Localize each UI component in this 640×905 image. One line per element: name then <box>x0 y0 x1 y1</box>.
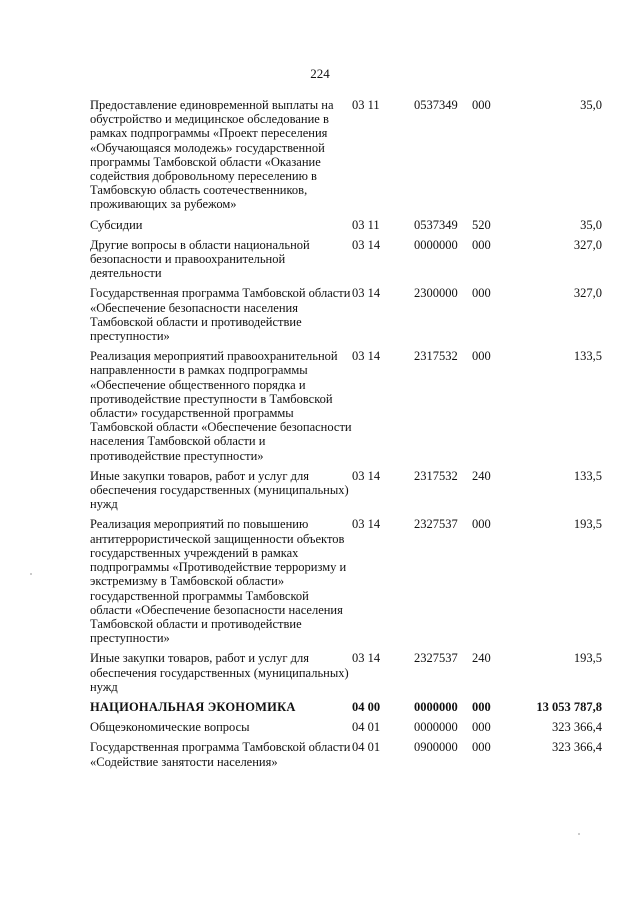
row-type: 240 <box>472 651 491 666</box>
row-type: 000 <box>472 720 491 735</box>
row-name: Реализация мероприятий по повышению антитеррористической защищенности объектов государственных учреждений в рамках подпрограммы «Противодействие терроризму и экстремизму в Тамбовской области» государственной программы Тамбовской области «Обеспечение безопасности населения Тамбовской области и противодействие преступности» <box>90 517 347 646</box>
row-code: 2300000 <box>414 286 458 301</box>
row-code: 2317532 <box>414 468 458 483</box>
row-code: 0000000 <box>414 720 458 735</box>
table-row <box>90 651 602 700</box>
table-row <box>90 469 602 518</box>
row-code: 0537349 <box>414 98 458 112</box>
scan-speck <box>30 573 32 575</box>
row-amount: 323 366,4 <box>552 740 602 755</box>
row-code: 0900000 <box>414 740 458 755</box>
row-amount: 193,5 <box>573 517 602 532</box>
table-row <box>90 720 602 740</box>
row-name: Государственная программа Тамбовской области «Обеспечение безопасности населения Тамбовской области и противодействие преступности» <box>90 286 351 344</box>
row-type: 520 <box>472 217 491 232</box>
row-section: 03 14 <box>352 651 381 666</box>
row-type: 000 <box>472 98 491 112</box>
row-section: 03 14 <box>352 349 381 364</box>
budget-table <box>90 98 602 775</box>
row-name: Иные закупки товаров, работ и услуг для обеспечения государственных (муниципальных) нужд <box>90 468 349 512</box>
row-code: 2317532 <box>414 349 458 364</box>
row-section: 03 11 <box>352 98 380 112</box>
row-amount: 323 366,4 <box>552 720 602 735</box>
table-row <box>90 98 602 218</box>
row-type: 000 <box>472 740 491 755</box>
table-row <box>90 349 602 469</box>
row-type: 000 <box>472 349 491 364</box>
table-row-section-heading <box>90 700 602 720</box>
table-row <box>90 517 602 651</box>
row-section: 03 14 <box>352 517 381 532</box>
row-amount: 327,0 <box>573 286 602 301</box>
row-section: 03 14 <box>352 468 381 483</box>
row-name: Предоставление единовременной выплаты на обустройство и медицинское обследование в рамках подпрограммы «Проект переселения «Обучающаяся молодежь» государственной программы Тамбовской области «Оказание содействия добровольному переселению в Тамбовскую область соотечественников, проживающих за рубежом» <box>90 98 334 212</box>
row-name: Общеэкономические вопросы <box>90 720 250 735</box>
row-code: 0000000 <box>414 699 458 714</box>
row-amount: 133,5 <box>573 468 602 483</box>
table-row <box>90 286 602 349</box>
row-code: 2327537 <box>414 517 458 532</box>
row-type: 000 <box>472 286 491 301</box>
budget-table-body <box>90 98 602 775</box>
row-type: 000 <box>472 699 491 714</box>
row-code: 2327537 <box>414 651 458 666</box>
row-code: 0537349 <box>414 217 458 232</box>
row-type: 000 <box>472 517 491 532</box>
row-amount: 133,5 <box>573 349 602 364</box>
table-row <box>90 740 602 774</box>
page-number: 224 <box>310 66 330 81</box>
row-section: 04 00 <box>352 699 381 714</box>
row-name: Субсидии <box>90 217 143 232</box>
row-code: 0000000 <box>414 237 458 252</box>
row-amount: 327,0 <box>573 237 602 252</box>
row-name: Государственная программа Тамбовской области «Содействие занятости населения» <box>90 740 351 769</box>
row-type: 240 <box>472 468 491 483</box>
row-section: 04 01 <box>352 720 381 735</box>
row-section: 04 01 <box>352 740 381 755</box>
row-amount: 13 053 787,8 <box>536 699 602 714</box>
row-name: НАЦИОНАЛЬНАЯ ЭКОНОМИКА <box>90 699 296 714</box>
scan-speck <box>578 833 580 835</box>
row-name: Иные закупки товаров, работ и услуг для обеспечения государственных (муниципальных) нужд <box>90 651 349 694</box>
row-type: 000 <box>472 237 491 252</box>
row-amount: 193,5 <box>573 651 602 666</box>
row-section: 03 11 <box>352 217 380 232</box>
row-amount: 35,0 <box>580 98 602 112</box>
table-row <box>90 238 602 287</box>
row-section: 03 14 <box>352 237 381 252</box>
row-section: 03 14 <box>352 286 381 301</box>
row-amount: 35,0 <box>580 217 602 232</box>
row-name: Другие вопросы в области национальной безопасности и правоохранительной деятельности <box>90 237 310 281</box>
row-name: Реализация мероприятий правоохранительной направленности в рамках подпрограммы «Обеспечение общественного порядка и противодействие преступности в Тамбовской области» государственной программы Тамбовской области «Обеспечение безопасности населения Тамбовской области и противодействие преступности» <box>90 349 352 463</box>
table-row <box>90 218 602 238</box>
